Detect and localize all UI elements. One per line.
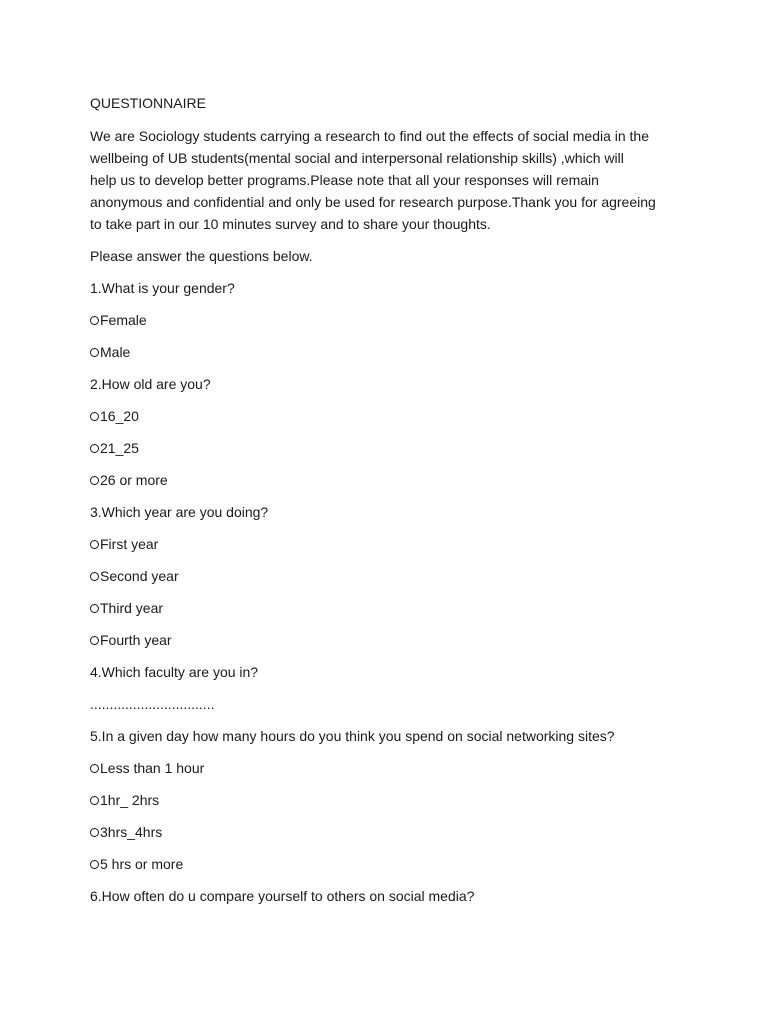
option-3-4-hrs[interactable] xyxy=(90,821,680,843)
intro-line: We are Sociology students carrying a research to find out the effects of social media in the xyxy=(90,128,650,144)
radio-circle-icon[interactable] xyxy=(90,764,99,773)
option-label: Fourth year xyxy=(100,632,172,648)
option-label: Third year xyxy=(100,600,164,616)
instruction-text: Please answer the questions below. xyxy=(90,248,313,264)
option-label: 5 hrs or more xyxy=(100,856,184,872)
intro-line: help us to develop better programs.Please note that all your responses will remain xyxy=(90,172,599,188)
radio-circle-icon[interactable] xyxy=(90,540,99,549)
question-5: 5.In a given day how many hours do you think you spend on social networking sites? xyxy=(90,728,615,744)
option-label: Male xyxy=(100,344,131,360)
radio-circle-icon[interactable] xyxy=(90,316,99,325)
option-female[interactable] xyxy=(90,309,680,331)
radio-circle-icon[interactable] xyxy=(90,636,99,645)
option-fourth-year[interactable] xyxy=(90,629,680,651)
option-first-year[interactable] xyxy=(90,533,680,555)
option-16-20[interactable] xyxy=(90,405,680,427)
intro-paragraph xyxy=(90,125,680,235)
intro-line: anonymous and confidential and only be used for research purpose.Thank you for agreeing xyxy=(90,194,656,210)
intro-line: wellbeing of UB students(mental social and interpersonal relationship skills) ,which will xyxy=(90,150,624,166)
option-26-or-more[interactable] xyxy=(90,469,680,491)
question-4: 4.Which faculty are you in? xyxy=(90,664,259,680)
option-label: 3hrs_4hrs xyxy=(100,824,163,840)
option-label: 1hr_ 2hrs xyxy=(100,792,160,808)
radio-circle-icon[interactable] xyxy=(90,444,99,453)
option-label: First year xyxy=(100,536,159,552)
radio-circle-icon[interactable] xyxy=(90,476,99,485)
option-label: Second year xyxy=(100,568,179,584)
option-label: 16_20 xyxy=(100,408,139,424)
option-less-than-1-hour[interactable] xyxy=(90,757,680,779)
questionnaire-page xyxy=(90,93,680,907)
question-1: 1.What is your gender? xyxy=(90,280,235,296)
radio-circle-icon[interactable] xyxy=(90,348,99,357)
document-title: QUESTIONNAIRE xyxy=(90,95,206,111)
option-5-hrs-or-more[interactable] xyxy=(90,853,680,875)
option-1-2-hrs[interactable] xyxy=(90,789,680,811)
option-label: 26 or more xyxy=(100,472,168,488)
radio-circle-icon[interactable] xyxy=(90,828,99,837)
option-21-25[interactable] xyxy=(90,437,680,459)
radio-circle-icon[interactable] xyxy=(90,796,99,805)
option-second-year[interactable] xyxy=(90,565,680,587)
radio-circle-icon[interactable] xyxy=(90,860,99,869)
radio-circle-icon[interactable] xyxy=(90,572,99,581)
option-label: Female xyxy=(100,312,147,328)
question-3: 3.Which year are you doing? xyxy=(90,504,269,520)
option-label: 21_25 xyxy=(100,440,139,456)
intro-line: to take part in our 10 minutes survey and to share your thoughts. xyxy=(90,216,491,232)
faculty-answer-line[interactable]: ................................ xyxy=(90,696,215,712)
option-label: Less than 1 hour xyxy=(100,760,205,776)
question-2: 2.How old are you? xyxy=(90,376,211,392)
radio-circle-icon[interactable] xyxy=(90,604,99,613)
radio-circle-icon[interactable] xyxy=(90,412,99,421)
option-male[interactable] xyxy=(90,341,680,363)
question-6: 6.How often do u compare yourself to others on social media? xyxy=(90,888,475,904)
option-third-year[interactable] xyxy=(90,597,680,619)
